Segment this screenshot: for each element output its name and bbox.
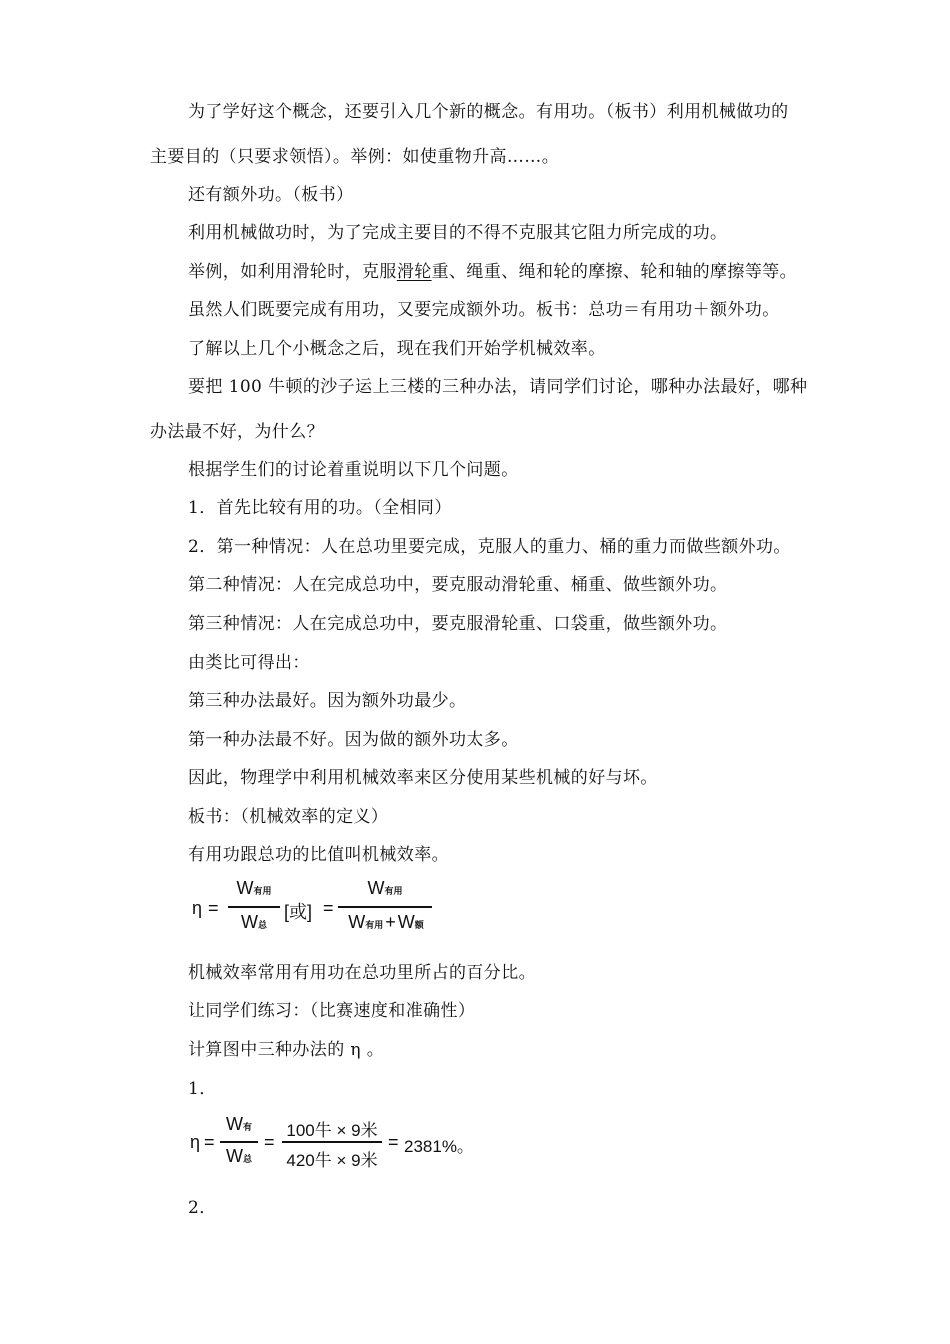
efficiency-formula <box>192 876 452 940</box>
paragraph: 1．首先比较有用的功。（全相同） <box>188 498 452 518</box>
paragraph: 第三种情况：人在完成总功中，要克服滑轮重、口袋重，做些额外功。 <box>188 614 728 634</box>
fraction-denominator: 420牛 × 9米 <box>286 1151 378 1170</box>
paragraph: 利用机械做功时，为了完成主要目的不得不克服其它阻力所完成的功。 <box>188 223 728 243</box>
paragraph: 2．第一种情况：人在总功里要完成，克服人的重力、桶的重力而做些额外功。 <box>188 537 791 557</box>
fraction-bar <box>228 906 280 908</box>
paragraph: 由类比可得出： <box>188 653 310 673</box>
paragraph: 第二种情况：人在完成总功中，要克服动滑轮重、桶重、做些额外功。 <box>188 575 728 595</box>
efficiency-calculation <box>190 1112 490 1176</box>
paragraph: 还有额外功。（板书） <box>188 185 354 205</box>
paragraph: 主要目的（只要求领悟）。举例：如使重物升高……。 <box>150 147 560 167</box>
paragraph: 2． <box>188 1198 217 1218</box>
paragraph: 根据学生们的讨论着重说明以下几个问题。 <box>188 460 519 480</box>
fraction-numerator: 100牛 × 9米 <box>286 1121 378 1140</box>
paragraph: 板书：（机械效率的定义） <box>188 807 389 827</box>
paragraph: 计算图中三种办法的 η 。 <box>188 1040 385 1060</box>
equals-sign: = <box>388 1132 399 1152</box>
fraction-bar <box>282 1141 382 1143</box>
fraction-bar <box>220 1141 258 1143</box>
text-segment: 重、绳重、绳和轮的摩擦、轮和轴的摩擦等等。 <box>431 262 798 282</box>
underlined-term: 滑轮 <box>396 262 432 282</box>
or-bracket: [或] <box>284 902 313 922</box>
text-segment: 举例，如利用滑轮时，克服 <box>188 262 397 282</box>
fraction-numerator: W有用 <box>236 878 272 898</box>
paragraph: 第三种办法最好。因为额外功最少。 <box>188 691 467 711</box>
fraction-denominator: W总 <box>225 1146 252 1166</box>
paragraph <box>188 261 797 283</box>
result-value: 2381%。 <box>404 1137 474 1156</box>
equals-sign: = <box>204 1132 215 1152</box>
equals-sign: = <box>264 1132 275 1152</box>
paragraph: 第一种办法最不好。因为做的额外功太多。 <box>188 730 519 750</box>
equals-sign: = <box>208 898 219 918</box>
eta-symbol: η <box>190 1132 201 1152</box>
fraction-denominator: W有用 + W额 <box>348 912 424 932</box>
paragraph: 办法最不好，为什么？ <box>150 422 324 442</box>
eta-symbol: η <box>192 898 203 918</box>
paragraph: 虽然人们既要完成有用功，又要完成额外功。板书：总功＝有用功＋额外功。 <box>188 300 780 320</box>
fraction-numerator: W有 <box>225 1114 252 1134</box>
paragraph: 1． <box>188 1079 217 1099</box>
paragraph: 了解以上几个小概念之后，现在我们开始学机械效率。 <box>188 339 606 359</box>
fraction-denominator: W总 <box>240 912 267 932</box>
fraction-numerator: W有用 <box>367 878 403 898</box>
paragraph: 让同学们练习：（比赛速度和准确性） <box>188 1001 476 1021</box>
equals-sign: = <box>323 898 334 918</box>
paragraph: 有用功跟总功的比值叫机械效率。 <box>188 845 449 865</box>
paragraph: 要把 100 牛顿的沙子运上三楼的三种办法，请同学们讨论，哪种办法最好，哪种 <box>188 377 808 397</box>
paragraph: 因此，物理学中利用机械效率来区分使用某些机械的好与坏。 <box>188 768 658 788</box>
fraction-bar <box>338 906 432 908</box>
paragraph: 机械效率常用有用功在总功里所占的百分比。 <box>188 963 536 983</box>
paragraph: 为了学好这个概念，还要引入几个新的概念。有用功。（板书）利用机械做功的 <box>188 102 789 122</box>
